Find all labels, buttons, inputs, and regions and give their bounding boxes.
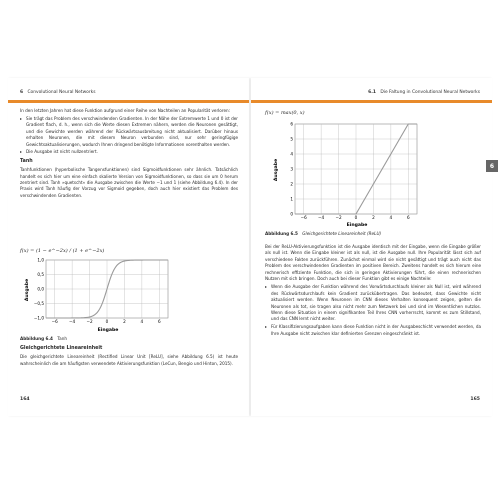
figure-6-5-number: Abbildung 6.5 — [265, 231, 298, 236]
right-runhead-title: Die Faltung in Convolutional Neural Networks — [380, 90, 480, 95]
relu-formula: f(x) = max(0, x) — [265, 110, 305, 116]
tanh-heading: Tanh — [20, 158, 33, 164]
x-tick-label: 2 — [372, 215, 375, 220]
left-runhead-number: 6 — [20, 90, 24, 95]
x-tick-label: 0 — [354, 215, 358, 220]
list-item: ▸ Für Klassifizierungsaufgaben kann diese Funktion nicht in der Ausgabeschicht verwendet werden, da Ihre Ausgabe nicht zwischen klar definierten Grenzen eingeschränkt ist. — [265, 324, 481, 337]
figure-6-5-title: Gleichgerichtete Lineareinheit (ReLU) — [302, 231, 382, 236]
x-tick-label: 6 — [406, 215, 410, 220]
figure-6-4-title: Tanh — [57, 336, 68, 341]
tanh-x-ticks — [52, 319, 161, 324]
x-tick-label: −6 — [300, 215, 307, 220]
left-head-rule — [8, 100, 249, 103]
y-tick-label: −0,5 — [33, 301, 44, 306]
relu-intro-paragraph: Die gleichgerichtete Lineareinheit (Rectified Linear Unit [ReLU], siehe Abbildung 6.5) ist heute wahrscheinlich die am häufigsten verwendete Aktivierungsfunktion (LeCun, Bengio und Hinton, 2015). — [20, 354, 238, 366]
x-tick-label: −2 — [335, 215, 342, 220]
x-tick-label: −4 — [318, 215, 325, 220]
right-text-block — [265, 244, 481, 339]
list-item: ▸ Wenn die Ausgabe der Funktion während des Vorwärtsdurchlaufs kleiner als Null ist, wird während des Rückwärtsdurchlaufs kein Gradient zurückübertragen. Das bedeutet, dass Gewichte nicht aktualisiert werden. Wenn Neuronen im CNN dieses Verhalten konsequent zeigen, gelten die Neuronen als tot, sie tragen also nicht mehr zum Netzwerk bei und sind im Wesentlichen nutzlos. Wenn diese Situation in einem signifikanten Teil Ihres CNN vorherrscht, kommt es zum Stillstand, und das CNN lernt nicht weiter. — [265, 284, 481, 322]
relu-grid — [295, 124, 417, 214]
left-intro-paragraph: In den letzten Jahren hat diese Funktion aufgrund einer Reihe von Nachteilen an Popularität verloren: — [20, 108, 231, 113]
x-tick-label: −6 — [51, 319, 58, 324]
right-runhead-number: 6.1 — [368, 90, 376, 95]
left-runhead-title: Convolutional Neural Networks — [27, 90, 96, 95]
left-bullet-list — [20, 116, 238, 156]
x-tick-label: 2 — [123, 319, 126, 324]
relu-heading: Gleichgerichtete Lineareinheit — [20, 346, 103, 351]
figure-6-4-caption — [20, 336, 67, 341]
tanh-y-ticks — [34, 258, 45, 321]
relu-y-label: Ausgabe — [274, 158, 279, 182]
figure-6-4-number: Abbildung 6.4 — [20, 336, 53, 341]
tanh-y-label: Ausgabe — [25, 278, 30, 302]
left-page-number: 164 — [20, 397, 30, 402]
relu-y-ticks — [290, 122, 293, 217]
y-tick-label: 6 — [290, 121, 293, 127]
right-head-rule — [251, 100, 492, 103]
y-tick-label: 2 — [290, 181, 293, 187]
tanh-paragraph: Tanhfunktionen (hyperbolische Tangensfunktionen) sind Sigmoidfunktionen sehr ähnlich. Tatsächlich handelt es sich hier um eine einfach skalierte Version von Sigmoidfunktionen, so dass sie um 0 herum zentriert sind. Tanh »quetscht« die Ausgabe zwischen die Werte −1 und 1 (siehe Abbildung 6.4). In der Praxis wird Tanh häufig der Vorzug vor Sigmoid gegeben, doch auch hier existiert das Problem des verschwindenden Gradienten. — [20, 167, 238, 198]
list-item: ▸ Die Ausgabe ist nicht nullzentriert. — [20, 149, 238, 155]
left-text-block — [20, 108, 238, 199]
list-item: ▸ Sie trägt das Problem des verschwindenden Gradienten. In der Nähe der Extremwerte 1 und 0 ist der Gradient flach, d. h., wenn sich die Werte diesen Extremen nähern, werden die Neuronen gesättigt, und die Gewichte werden während der Rückwärtsausbreitung nicht aktualisiert. Darüber hinaus erhalten Neuronen, die mit diesem Neuron verbunden sind, nur sehr geringfügige Gewichtsaktualisierungen, wodurch Ihnen dringend benötigte Informationen vorenthalten werden. — [20, 116, 238, 148]
relu-paragraph: Bei der ReLU-Aktivierungsfunktion ist die Ausgabe identisch mit der Eingabe, wenn die Eingabe größer als null ist. Wenn die Eingabe kleiner ist als null, ist die Ausgabe null. Ihre Popularität lässt sich auf verschiedene Fakten zurückführen. Zunächst einmal wird sie nicht gesättigt und trägt auch nicht das Problem des verschwindenden Gradienten im positiven Bereich. Zweitens handelt es sich hierum eine rechnerisch effiziente Funktion, die sich in geringen Aktivierungen führt, die einen rechnerischen Nutzen mit sich bringen. Doch auch bei dieser Funktion gibt es einige Nachteile: — [265, 244, 481, 282]
x-tick-label: 0 — [105, 319, 109, 324]
x-tick-label: 4 — [389, 215, 393, 220]
chapter-tab: 6 — [486, 160, 498, 172]
y-tick-label: 4 — [290, 151, 293, 157]
y-tick-label: 1,0 — [37, 257, 44, 263]
relu-chart — [271, 120, 421, 228]
y-tick-label: 3 — [290, 166, 293, 172]
y-tick-label: 1 — [290, 196, 293, 202]
left-page — [8, 78, 249, 416]
tanh-formula: f(x) = (1 − e^−2x) / (1 + e^−2x) — [20, 248, 105, 254]
x-tick-label: −2 — [86, 319, 93, 324]
right-page-number: 165 — [470, 397, 480, 402]
figure-6-5-caption — [265, 231, 381, 236]
relu-x-label: Eingabe — [346, 223, 368, 228]
right-running-head — [368, 90, 480, 95]
right-bullet-list — [265, 284, 481, 337]
left-running-head — [20, 90, 96, 95]
x-tick-label: 6 — [157, 319, 161, 324]
tanh-chart — [22, 256, 172, 332]
y-tick-label: −1,0 — [33, 315, 44, 321]
y-tick-label: 5 — [290, 136, 293, 142]
right-page — [251, 78, 495, 416]
x-tick-label: 4 — [140, 319, 144, 324]
tanh-x-label: Eingabe — [97, 328, 119, 332]
y-tick-label: 0 — [290, 211, 293, 217]
x-tick-label: −4 — [69, 319, 76, 324]
y-tick-label: 0,5 — [37, 272, 44, 277]
relu-x-ticks — [301, 215, 410, 220]
relu-intro-block — [20, 343, 238, 367]
y-tick-label: 0,0 — [37, 286, 44, 292]
